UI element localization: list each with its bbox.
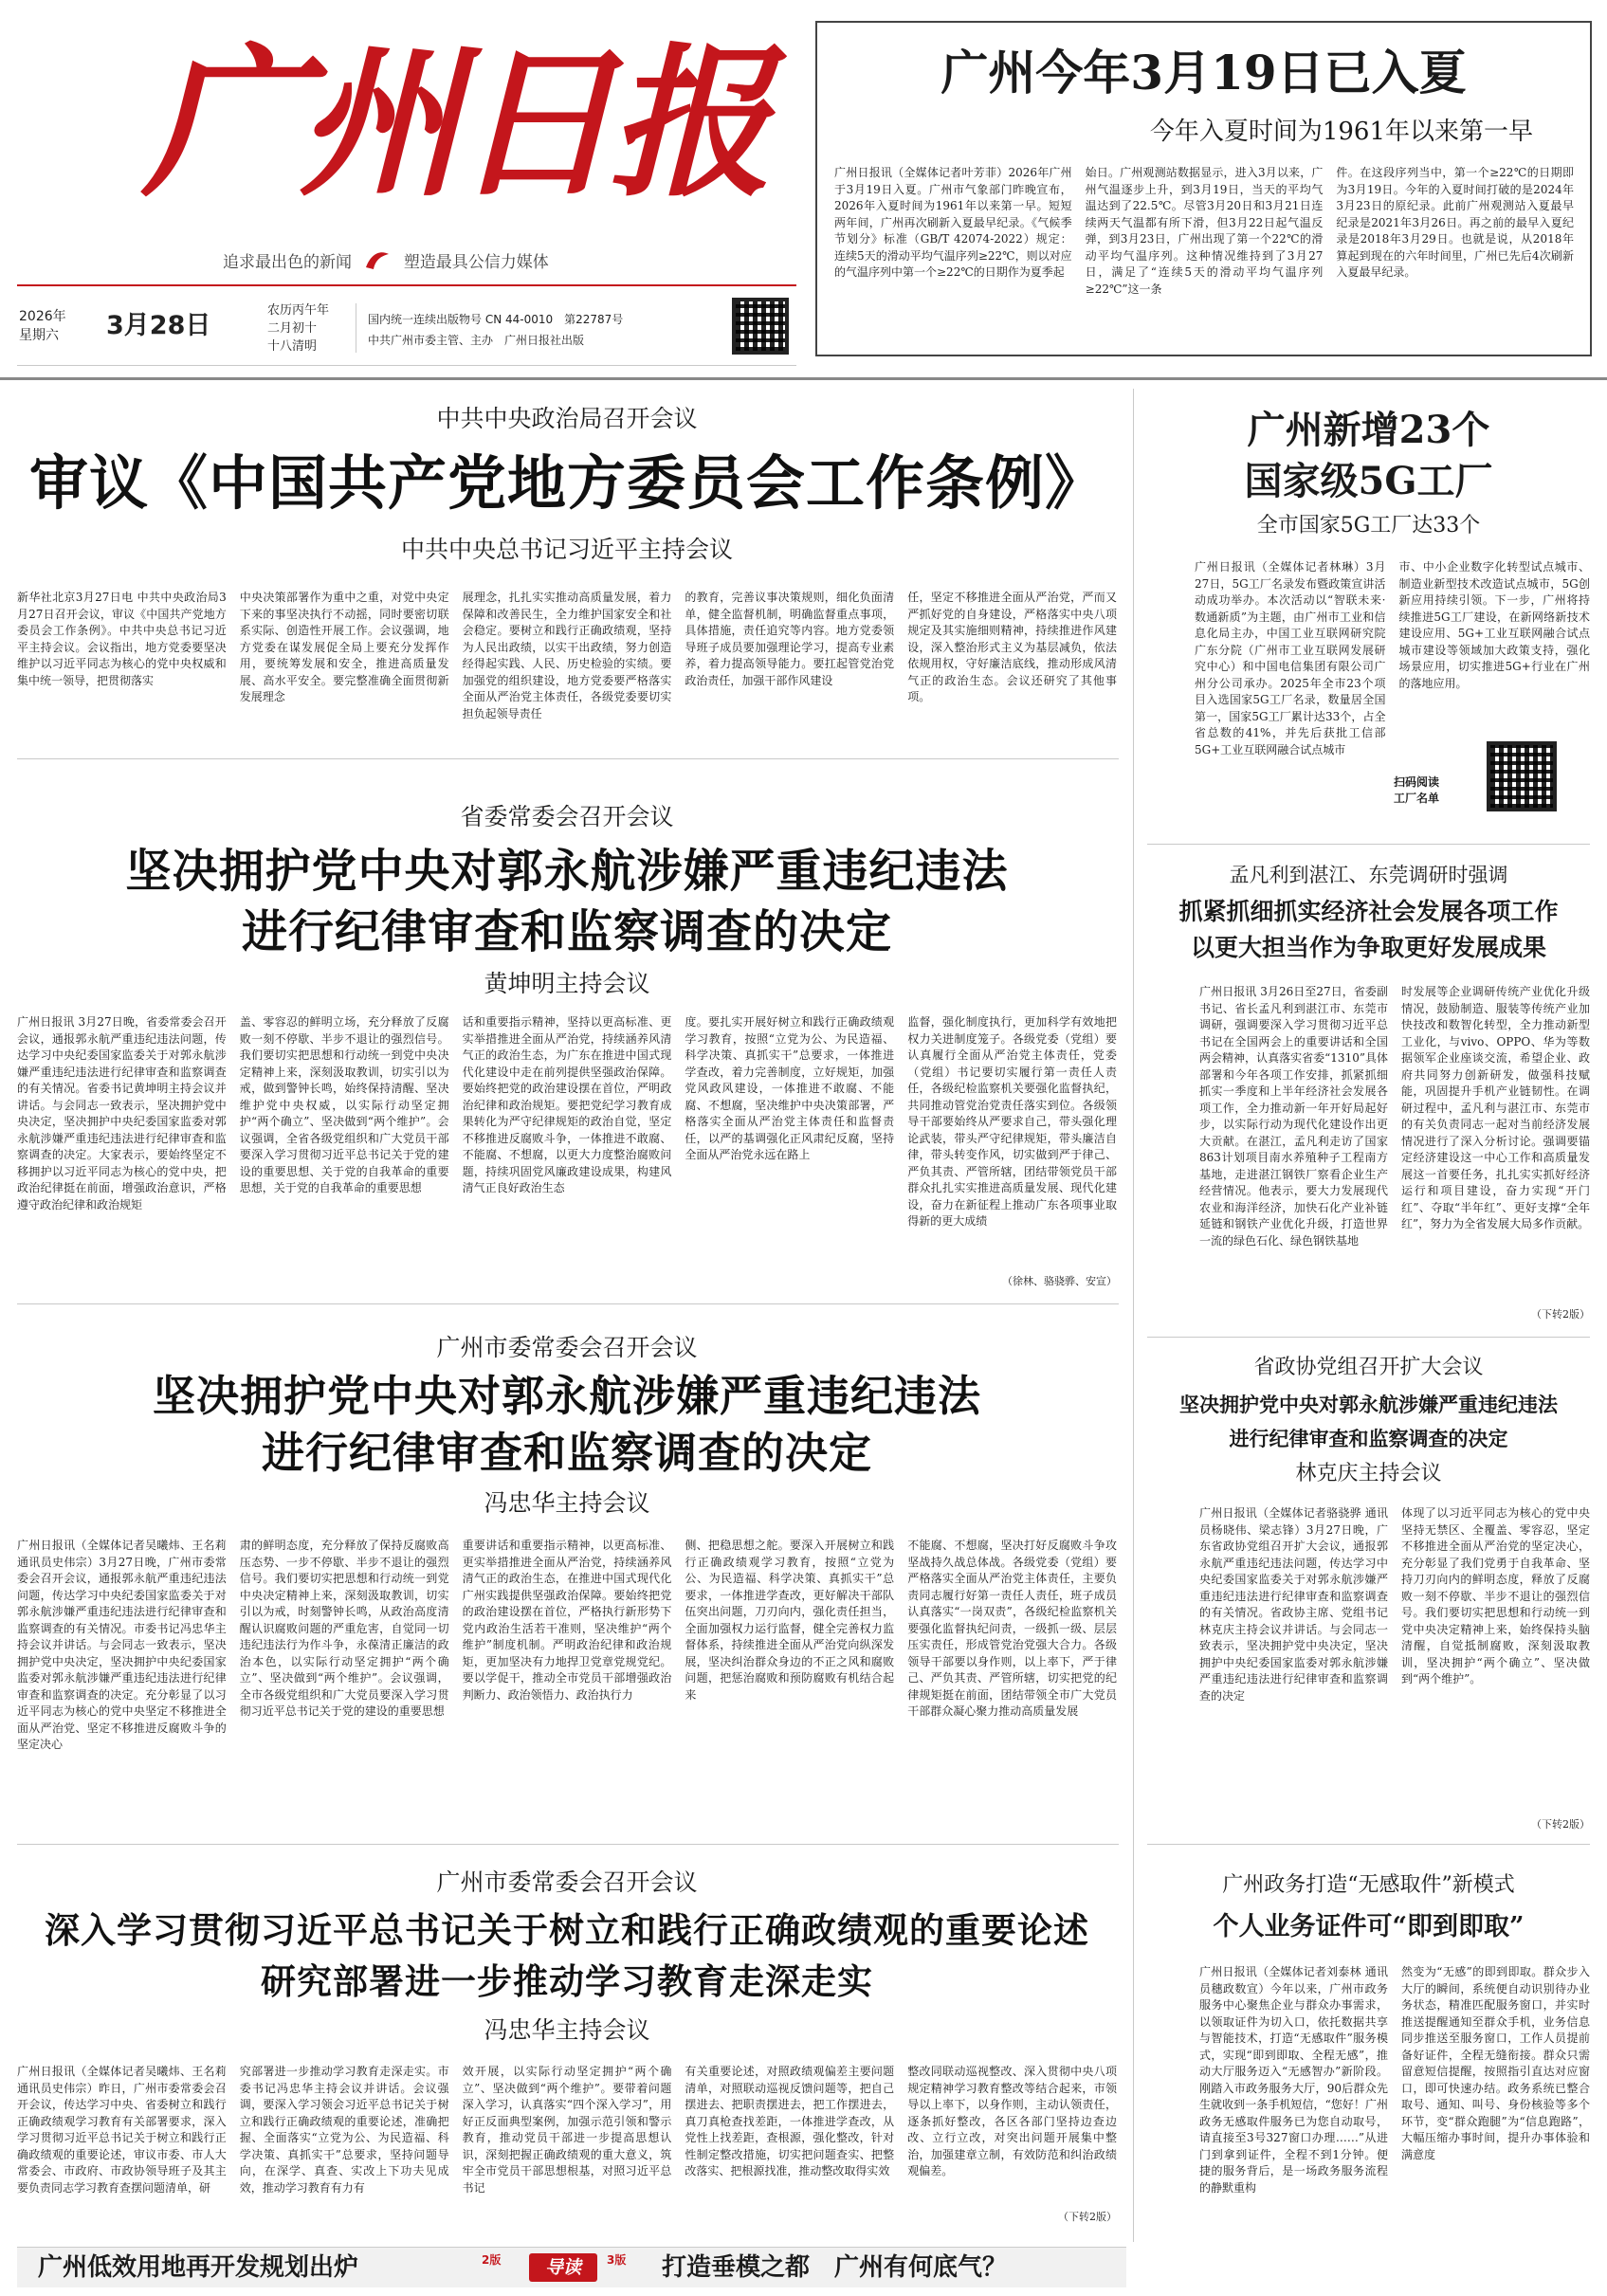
5g-subhead: 全市国家5G工厂达33个 bbox=[1256, 514, 1481, 538]
cppcc-subhead: 林克庆主持会议 bbox=[1295, 1462, 1442, 1485]
pickup-col-2: 然变为“无感”的即到即取。群众步入大厅的瞬间，系统便自动识别待办业务状态，精准匹配服务窗口，并实时推送提醒通知至群众手机，业务信息同步推送至服务窗口，工作人员提前备好证件，全程无缝衔接。群众只需留意短信提醒，按照指引直达对应窗口，即可快速办结。政务系统已整合取号、通知、叫号、身份核验等多个环节，变“群众跑腿”为“信息跑路”，大幅压缩办事时间，提升办事体验和满意度 bbox=[1401, 1965, 1590, 2161]
governor-col-2: 时发展等企业调研传统产业优化升级情况，鼓励制造、服装等传统产业加快技改和数智化转型，全力推动新型工业化，与vivo、OPPO、华为等数据领军企业座谈交流，希望企业、政府共同努力创新研发，做强科技赋能，巩固提升手机产业链韧性。在调研过程中，孟凡利与湛江市、东莞市的有关负责同志一起对当前经济发展情况进行了深入分析讨论。强调要锚定经济建设这一中心工作和高质量发展这一首要任务，扎扎实实抓好经济运行和项目建设，奋力实现“开门红”、夺取“半年红”、更好支撑“全年红”，努力为全省发展大局多作贡献。 bbox=[1401, 985, 1590, 1230]
city-headline-1[interactable]: 坚决拥护党中央对郭永航涉嫌严重违纪违法 bbox=[152, 1371, 981, 1421]
politburo-col-1: 新华社北京3月27日电 中共中央政治局3月27日召开会议，审议《中国共产党地方委员会工作条例》。中共中央总书记习近平主持会议。会议指出，地方党委要坚决维护以习近平同志为核心的党中央权威和集中统一领导，把贯彻落实 bbox=[17, 591, 227, 687]
5g-col-2: 市、中小企业数字化转型试点城市、制造业新型技术改造试点城市，5G创新应用持续引领。下一步，广州将持续推进5G工厂建设，在新网络新技术建设应用、5G+工业互联网融合试点城市建设等领域加大政策支持，强化场景应用，切实推进5G+行业在广州的落地应用。 bbox=[1398, 560, 1590, 690]
politburo-kicker: 中共中央政治局召开会议 bbox=[436, 405, 698, 432]
provincial-col-4: 度。要扎实开展好树立和践行正确政绩观学习教育，按照“立党为公、为民造福、科学决策、真抓实干”总要求，一体推进学查改，着力完善制度，立好规矩，加强党风政风建设，一体推进不敢腐、不能腐、不想腐，坚决维护中央决策部署，严格落实全面从严治党主体责任和监督责任，以严的基调强化正风肃纪反腐，坚持全面从严治党永远在路上 bbox=[685, 1015, 895, 1161]
guide-left-page[interactable]: 2版 bbox=[482, 2253, 502, 2267]
slogan-right: 塑造最具公信力媒体 bbox=[403, 253, 549, 272]
summer-col-3: 件。在这段序列当中，第一个≥22℃的日期即为3月19日。今年的入夏时间打破的是2024年3月23日的原纪录。此前广州观测站入夏最早纪录是2021年3月26日。再之前的最早入夏纪录是2018年3月29日。也就是说，从2018年算起到现在的六年时间里，广州已先后4次刷新入夏最早纪录。 bbox=[1336, 166, 1574, 279]
performance-col-1: 广州日报讯（全媒体记者吴曦炜、王名莉 通讯员史伟宗）昨日，广州市委常委会召开会议，传达学习中央、省委树立和践行正确政绩观学习教育有关部署要求，深入学习贯彻习近平总书记关于树立和践行正确政绩观的重要论述，审议市委、市人大常委会、市政府、市政协领导班子及其主要负责同志学习教育查摆问题清单，研 bbox=[17, 2065, 227, 2195]
pickup-col-1: 广州日报讯（全媒体记者刘泰林 通讯员穗政数宣）今年以来，广州市政务服务中心聚焦企业与群众办事需求，以领取证件为切入口，依托数据共享与智能技术，打造“无感取件”服务模式，实现“即到即取、全程无感”，推动大厅服务迈入“无感智办”新阶段。刚踏入市政务服务大厅，90后群众先生就收到一条手机短信，“您好！广州政务无感取件服务已为您自动取号，请直接至3号327窗口办理……”从进门到拿到证件，全程不到1分钟。便捷的服务背后，是一场政务服务流程的静默重构 bbox=[1199, 1965, 1388, 2195]
governor-headline-2[interactable]: 以更大担当作为争取更好发展成果 bbox=[1190, 934, 1546, 961]
provincial-col-2: 盖、零容忍的鲜明立场，充分释放了反腐败一刻不停歇、半步不退让的强烈信号。我们要切实把思想和行动统一到党中央决定精神上来，深刻汲取教训，切实引以为戒，做到警钟长鸣，始终保持清醒、坚决维护党中央权威，以实际行动坚定拥护“两个确立”、坚决做到“两个维护”。会议强调，全省各级党组织和广大党员干部要深入学习贯彻习近平总书记关于党的建设的重要思想、关于党的自我革命的重要思想，关于党的自我革命的重要思想 bbox=[239, 1015, 449, 1194]
newspaper-logo[interactable]: 广州日报 bbox=[142, 27, 764, 219]
performance-col-2: 究部署进一步推动学习教育走深走实。市委书记冯忠华主持会议并讲话。会议强调，要深入学习领会习近平总书记关于树立和践行正确政绩观的重要论述，准确把握、全面落实“立党为公、为民造福、科学决策、真抓实干”总要求，坚持问题导向，在深学、真查、实改上下功夫见成效，推动学习教育有力有 bbox=[239, 2065, 449, 2195]
date-day: 3月28日 bbox=[106, 311, 211, 340]
provincial-col-1: 广州日报讯 3月27日晚，省委常委会召开会议，通报郭永航严重违纪违法问题，传达学习中央纪委国家监委关于对郭永航涉嫌严重违纪违法进行纪律审查和监察调查的有关情况。省委书记黄坤明主持会议并讲话。与会同志一致表示，坚决拥护党中央决定，坚决拥护中央纪委国家监委对郭永航涉嫌严重违纪违法进行纪律审查和监察调查的决定。大家表示，要始终坚定不移拥护以习近平同志为核心的党中央，把政治纪律挺在前面，增强政治意识，严格遵守政治纪律和政治规矩 bbox=[17, 1015, 227, 1212]
pickup-headline[interactable]: 个人业务证件可“即到即取” bbox=[1213, 1912, 1525, 1941]
provincial-headline-1[interactable]: 坚决拥护党中央对郭永航涉嫌严重违纪违法 bbox=[125, 845, 1009, 898]
brush-icon bbox=[364, 250, 391, 271]
summer-headline[interactable]: 广州今年3月19日已入夏 bbox=[940, 45, 1467, 100]
cppcc-col-2: 体现了以习近平同志为核心的党中央坚持无禁区、全覆盖、零容忍，坚定不移推进全面从严治党的坚定决心，充分彰显了我们党勇于自我革命、坚持刀刃向内的鲜明态度，释放了反腐败一刻不停歇、半步不退让的强烈信号。我们要切实把思想和行动统一到党中央决定精神上来，始终保持头脑清醒，自觉抵制腐败，深刻汲取教训，坚决拥护“两个确立”、坚决做到“两个维护”。 bbox=[1401, 1506, 1590, 1686]
city-kicker: 广州市委常委会召开会议 bbox=[436, 1334, 698, 1361]
politburo-col-4: 的教育，完善议事决策规则，细化负面清单，健全监督机制，明确监督重点事项，具体措施，责任追究等内容。地方党委领导班子成员要加强理论学习，提高专业素养，着力提高领导能力。要扛起管党治党政治责任，加强干部作风建设 bbox=[685, 591, 895, 687]
guide-right-page[interactable]: 3版 bbox=[607, 2253, 627, 2267]
governor-kicker: 孟凡利到湛江、东莞调研时强调 bbox=[1229, 864, 1508, 886]
politburo-col-2: 中央决策部署作为重中之重，对党中央定下来的事坚决执行不动摇，同时要密切联系实际、创造性开展工作。会议强调，地方党委在谋发展促全局上要充分发挥作用，要统筹发展和安全，推进高质量发展、高水平安全。要完整准确全面贯彻新发展理念 bbox=[239, 591, 449, 703]
governor-headline-1[interactable]: 抓紧抓细抓实经济社会发展各项工作 bbox=[1178, 898, 1559, 925]
summer-col-2: 始日。广州观测站数据显示，进入3月以来，广州气温逐步上升，到3月19日，当天的平均气温达到了22.5℃。尽管3月20日和3月21日连续两天气温都有所下滑，但3月22日起气温反弹，到3月23日，广州出现了第一个22℃的滑动平均气温序列。这种情况维持到了3月27日，满足了“连续5天的滑动平均气温序列≥22℃”这一条 bbox=[1085, 166, 1324, 296]
performance-signature: （下转2版） bbox=[1058, 2211, 1117, 2223]
city-committee-article bbox=[17, 1310, 1117, 1836]
guide-left-headline[interactable]: 广州低效用地再开发规划出炉 bbox=[38, 2253, 359, 2282]
governor-col-1: 广州日报讯 3月26日至27日，省委副书记、省长孟凡利到湛江市、东莞市调研，强调要深入学习贯彻习近平总书记在全国两会上的重要讲话和全国两会精神，认真落实省委“1310”具体部署和今年各项工作安排，抓紧抓细抓实一季度和上半年经济社会发展各项工作，全力推动新一年开好局起好步，以实际行动为现代化建设作出更大贡献。在湛江，孟凡利走访了国家863计划项目南水养殖种子工程南方基地，走进湛江钢铁厂察看企业生产经营情况。他表示，要大力发展现代农业和海洋经济，加快石化产业补链延链和钢铁产业优化升级，打造世界一流的绿色石化、绿色钢铁基地 bbox=[1199, 985, 1388, 1248]
politburo-col-5: 任，坚定不移推进全面从严治党，严而又严抓好党的自身建设，严格落实中央八项规定及其实施细则精神，持续推进作风建设，深入整治形式主义为基层减负，依法依规用权，守好廉洁底线，推动形成风清气正的政治生态。会议还研究了其他事项。 bbox=[907, 591, 1117, 703]
cppcc-headline-2[interactable]: 进行纪律审查和监察调查的决定 bbox=[1229, 1427, 1508, 1450]
qr-code-icon[interactable] bbox=[732, 298, 789, 355]
solar-term: 十八清明 bbox=[267, 339, 318, 354]
provincial-col-5: 监督，强化制度执行，更加科学有效地把权力关进制度笼子。各级党委（党组）要认真履行全面从严治党主体责任，党委（党组）书记要切实履行第一责任人责任，各级纪检监察机关要强化监督执纪，共同推动管党治党责任落实到位。各级领导干部要始终从严要求自己，带头强化理论武装，带头严守纪律规矩，带头廉洁自律，带头转变作风，切实做到严于律己、严负其责、严管所辖，团结带领党员干部群众扎扎实实推进高质量发展、现代化建设，奋力在新征程上推动广东各项事业取得新的更大成绩 bbox=[907, 1015, 1117, 1228]
cppcc-article bbox=[1147, 1344, 1590, 1837]
performance-kicker: 广州市委常委会召开会议 bbox=[436, 1868, 698, 1896]
politburo-subhead: 中共中央总书记习近平主持会议 bbox=[400, 536, 733, 563]
politburo-headline[interactable]: 审议《中国共产党地方委员会工作条例》 bbox=[28, 448, 1105, 518]
masthead bbox=[0, 0, 806, 370]
provincial-col-3: 话和重要指示精神，坚持以更高标准、更实举措推进全面从严治党，持续涵养风清气正的政治生态，为广东在推进中国式现代化建设中走在前列提供坚强政治保障。要始终把党的政治建设摆在首位，严明政治纪律和政治规矩。要把党纪学习教育成果转化为严守纪律规矩的政治自觉，坚定不移推进反腐败斗争，一体推进不敢腐、不能腐、不想腐，以更大力度整治腐败问题，持续巩固党风廉政建设成果，构建风清气正良好政治生态 bbox=[462, 1015, 672, 1194]
performance-col-4: 有关重要论述，对照政绩观偏差主要问题清单，对照联动巡视反馈问题等，把自己摆进去、把职责摆进去，把工作摆进去，真刀真枪查找差距，一体推进学查改，从党性上找差距，查根源，强化整改，针对性制定整改措施，切实把问题查实、把整改落实、把根源找准，推动整改取得实效 bbox=[685, 2065, 895, 2178]
summer-article bbox=[815, 21, 1592, 356]
performance-col-3: 效开展，以实际行动坚定拥护“两个确立”、坚决做到“两个维护”。要带着问题深入学习，认真落实“四个深入学习”，用好正反面典型案例，加强示范引领和警示教育，推动党员干部进一步提高思想认识，深刻把握正确政绩观的重大意义，筑牢全市党员干部思想根基，对照习近平总书记 bbox=[462, 2065, 672, 2195]
cppcc-kicker: 省政协党组召开扩大会议 bbox=[1253, 1356, 1484, 1379]
slogan-left: 追求最出色的新闻 bbox=[223, 253, 352, 272]
cppcc-signature: （下转2版） bbox=[1531, 1818, 1590, 1831]
lunar-date: 二月初十 bbox=[267, 321, 318, 336]
5g-headline-2[interactable]: 国家级5G工厂 bbox=[1244, 459, 1493, 503]
5g-qr-code-icon[interactable] bbox=[1487, 741, 1557, 811]
city-col-4: 侧、把稳思想之舵。要深入开展树立和践行正确政绩观学习教育，按照“立党为公、为民造福、科学决策、真抓实干”总要求，一体推进学查改，更好解决干部队伍突出问题，刀刃向内，强化责任担当，全面加强权力运行监督，健全完善权力监督体系，持续推进全面从严治党向纵深发展，坚决纠治群众身边的不正之风和腐败问题，把惩治腐败和预防腐败有机结合起来 bbox=[685, 1539, 895, 1702]
publisher-line: 中共广州市委主管、主办 广州日报社出版 bbox=[368, 334, 585, 347]
bottom-guide-bar bbox=[17, 2247, 1126, 2287]
city-subhead: 冯忠华主持会议 bbox=[484, 1489, 650, 1517]
provincial-kicker: 省委常委会召开会议 bbox=[460, 803, 674, 830]
performance-subhead: 冯忠华主持会议 bbox=[484, 2016, 650, 2044]
city-col-5: 不能腐、不想腐，坚决打好反腐败斗争攻坚战持久战总体战。各级党委（党组）要严格落实全面从严治党主体责任，主要负责同志履行好第一责任人责任，班子成员认真落实“一岗双责”，各级纪检监察机关要强化监督执纪问责，一级抓一级、层层压实责任，形成管党治党强大合力。各级领导干部要以身作则，以上率下，严于律己、严负其责、严管所辖，切实把党的纪律规矩挺在前面，团结带领全市广大党员干部群众凝心聚力推动高质量发展 bbox=[907, 1539, 1117, 1718]
summer-subtitle: 今年入夏时间为1961年以来第一早 bbox=[1149, 118, 1533, 146]
provincial-committee-article bbox=[17, 766, 1117, 1297]
city-col-3: 重要讲话和重要指示精神，以更高标准、更实举措推进全面从严治党，持续涵养风清气正的政治生态，在推进中国式现代化广州实践提供坚强政治保障。要始终把党的政治建设摆在首位，严格执行新形势下党内政治生活若干准则，坚决维护“两个维护”制度机制。严明政治纪律和政治规矩，更加坚决有力地捍卫党章党规党纪。要以学促干，推动全市党员干部增强政治判断力、政治领悟力、政治执行力 bbox=[462, 1539, 672, 1702]
pickup-kicker: 广州政务打造“无感取件”新模式 bbox=[1222, 1873, 1515, 1897]
lunar-year: 农历丙午年 bbox=[267, 303, 330, 318]
5g-qr-label-1: 扫码阅读 bbox=[1394, 775, 1440, 789]
cppcc-col-1: 广州日报讯（全媒体记者骆骁骅 通讯员杨晓伟、梁志锋）3月27日晚，广东省政协党组召开扩大会议，通报郭永航严重违纪违法问题，传达学习中央纪委国家监委关于对郭永航涉嫌严重违纪违法进行纪律审查和监察调查的有关情况。省政协主席、党组书记林克庆主持会议并讲话。与会同志一致表示，坚决拥护党中央决定，坚决拥护中央纪委国家监委对郭永航涉嫌严重违纪违法进行纪律审查和监察调查的决定 bbox=[1199, 1506, 1388, 1703]
5g-headline-1[interactable]: 广州新增23个 bbox=[1247, 408, 1490, 452]
performance-headline-2[interactable]: 研究部署进一步推动学习教育走深走实 bbox=[261, 1960, 873, 2002]
governor-article bbox=[1147, 851, 1590, 1325]
performance-headline-1[interactable]: 深入学习贯彻习近平总书记关于树立和践行正确政绩观的重要论述 bbox=[45, 1909, 1089, 1951]
5g-qr-label-2: 工厂名单 bbox=[1394, 792, 1440, 805]
performance-col-5: 整改同联动巡视整改、深入贯彻中央八项规定精神学习教育整改等结合起来，市领导以上率下，以身作则，主动认领责任，逐条抓好整改，各区各部门坚持边查边改、立行立改，对突出问题开展集中整治，加强建章立制，有效防范和纠治政绩观偏差。 bbox=[907, 2065, 1117, 2178]
governor-signature: （下转2版） bbox=[1531, 1308, 1590, 1321]
politburo-col-3: 展理念，扎扎实实推动高质量发展，着力保障和改善民生，全力维护国家安全和社会稳定。要树立和践行正确政绩观，坚持为人民出政绩，以实干出政绩，努力创造经得起实践、人民、历史检验的实绩。要加强党的组织建设，地方党委要严格落实全面从严治党主体责任，各级党委要切实担负起领导责任 bbox=[462, 591, 672, 720]
summer-col-1: 广州日报讯（全媒体记者叶芳菲）2026年广州于3月19日入夏。广州市气象部门昨晚宣布，2026年入夏时间为1961年以来第一早。短短两年间，广州再次刷新入夏最早纪录。《气候季节划分》标准（GB/T 42074-2022）规定：连续5天的滑动平均气温序列≥22℃，则以对应的气温序列中第一个≥22℃的日期作为夏季起 bbox=[834, 166, 1072, 279]
date-weekday: 星期六 bbox=[19, 328, 59, 343]
provincial-signature: （徐林、骆骁骅、安宣） bbox=[1002, 1275, 1117, 1287]
5g-col-1: 广州日报讯（全媒体记者林琳）3月27日，5G工厂名录发布暨政策宣讲活动成功举办。本次活动以“智联未来·数通新质”为主题，由广州市工业和信息化局主办，中国工业互联网研究院广东分院（广州市工业互联网发展研究中心）和中国电信集团有限公司广州分公司承办。2025年全市23个项目入选国家5G工厂名录，数量居全国第一，国家5G工厂累计达33个，占全省总数的41%，并先后获批工信部5G+工业互联网融合试点城市 bbox=[1195, 560, 1386, 756]
city-headline-2[interactable]: 进行纪律审查和监察调查的决定 bbox=[261, 1428, 872, 1478]
politburo-article bbox=[17, 391, 1117, 751]
guide-right-headline[interactable]: 打造垂模之都 广州有何底气？ bbox=[662, 2253, 1008, 2282]
provincial-subhead: 黄坤明主持会议 bbox=[484, 970, 650, 997]
5g-factory-article bbox=[1147, 391, 1590, 836]
city-col-1: 广州日报讯（全媒体记者吴曦炜、王名莉 通讯员史伟宗）3月27日晚，广州市委常委会召开会议，通报郭永航严重违纪违法问题，传达学习中央纪委国家监委关于对郭永航涉嫌严重违纪违法进行纪律审查和监察调查的有关情况。市委书记冯忠华主持会议并讲话。与会同志一致表示，坚决拥护党中央决定，坚决拥护中央纪委国家监委对郭永航涉嫌严重违纪违法进行纪律审查和监察调查的决定。充分彰显了以习近平同志为核心的党中央坚定不移推进全面从严治党、坚定不移推进反腐败斗争的坚定决心 bbox=[17, 1539, 227, 1751]
guide-label: 导读 bbox=[544, 2257, 581, 2278]
date-year: 2026年 bbox=[19, 309, 66, 324]
publication-number: 国内统一连续出版物号 CN 44-0010 第22787号 bbox=[368, 313, 624, 326]
city-col-2: 肃的鲜明态度，充分释放了保持反腐败高压态势、一步不停歇、半步不退让的强烈信号。我们要切实把思想和行动统一到党中央决定精神上来，深刻汲取教训，切实引以为戒，时刻警钟长鸣，从政治高度清醒认识腐败问题的严重危害，自觉同一切违纪违法行为作斗争，永葆清正廉洁的政治本色，以实际行动坚定拥护“两个确立”、坚决做到“两个维护”。会议强调，全市各级党组织和广大党员要深入学习贯彻习近平总书记关于党的建设的重要思想 bbox=[239, 1539, 449, 1718]
cppcc-headline-1[interactable]: 坚决拥护党中央对郭永航涉嫌严重违纪违法 bbox=[1179, 1393, 1558, 1416]
provincial-headline-2[interactable]: 进行纪律审查和监察调查的决定 bbox=[241, 905, 892, 958]
performance-view-article bbox=[17, 1850, 1117, 2230]
no-sense-pickup-article bbox=[1147, 1850, 1590, 2241]
